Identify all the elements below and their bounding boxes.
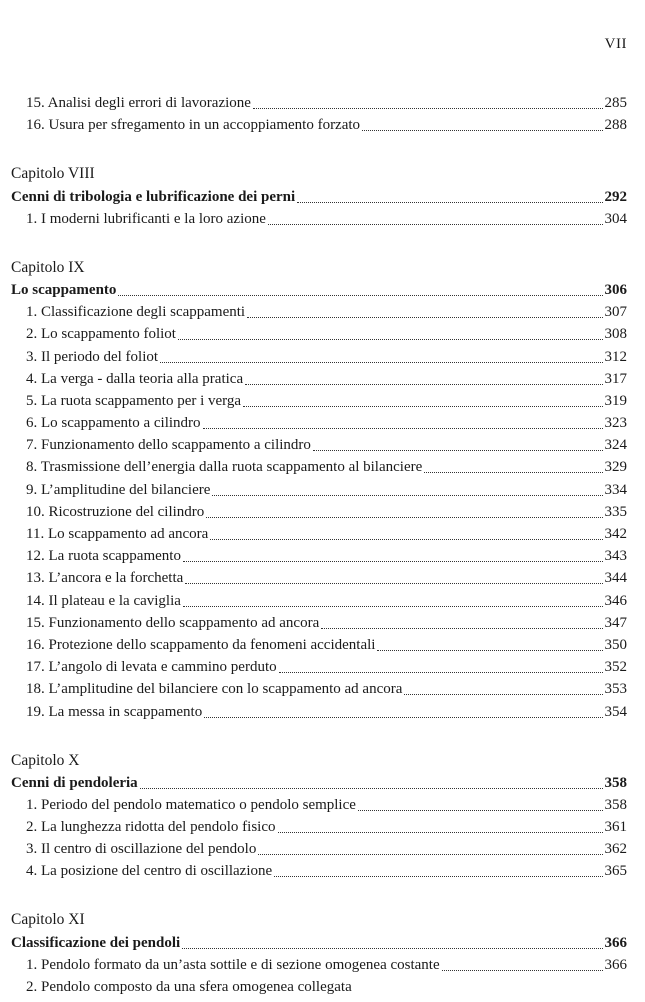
toc-entry-label: 11. Lo scappamento ad ancora: [26, 526, 209, 542]
toc-entry: [11, 612, 627, 634]
toc-entry-page: 324: [604, 437, 627, 454]
chapter-heading: [11, 772, 627, 794]
toc-entry: [11, 838, 627, 860]
dot-leader: [210, 539, 602, 540]
toc-entry-label: 3. Il centro di oscillazione del pendolo: [26, 841, 257, 858]
toc-entry: [11, 954, 627, 976]
toc-entry-label: 1. I moderni lubrificanti e la loro azione: [26, 210, 266, 227]
toc-entry-label: 1. Periodo del pendolo matematico o pendolo semplice: [26, 796, 356, 813]
toc-entry-page: 366: [604, 956, 627, 973]
chapter-label: Capitolo VIII: [11, 165, 95, 183]
toc-entry-label: 7. Funzionamento dello scappamento a cilindro: [26, 437, 311, 454]
toc-entry-page: 358: [604, 796, 627, 813]
dot-leader: [185, 583, 602, 584]
toc-entry: [11, 656, 627, 678]
toc-entry-label: 14. Il plateau e la caviglia: [26, 592, 181, 609]
dot-leader: [274, 876, 602, 877]
toc-entry: [11, 456, 627, 478]
toc-entry-page: 307: [604, 304, 627, 321]
dot-leader: [182, 948, 602, 949]
toc-entry-page: 353: [604, 681, 627, 698]
dot-leader: [140, 788, 603, 789]
toc-entry-label: 2. Pendolo composto da una sfera omogenea collegata: [26, 979, 352, 995]
dot-leader: [377, 650, 602, 651]
toc-entry-label: 10. Ricostruzione del cilindro: [26, 503, 205, 520]
dot-leader: [212, 495, 602, 496]
toc-entry-page: 285: [604, 95, 627, 112]
toc-entry: [11, 92, 627, 114]
dot-leader: [203, 428, 603, 429]
toc-entry-label: 18. L’amplitudine del bilanciere con lo scappamento ad ancora: [26, 681, 403, 698]
toc-entry: [11, 589, 627, 611]
dot-leader: [424, 472, 602, 473]
toc-entry: [11, 860, 627, 882]
toc-entry: [11, 114, 627, 136]
dot-leader: [268, 224, 603, 225]
toc-entry-page: 361: [604, 819, 627, 836]
toc-entry: [11, 545, 627, 567]
chapter-heading-page: 292: [604, 188, 627, 205]
toc-entry-label: 16. Protezione dello scappamento da fenomeni accidentali: [26, 636, 376, 653]
chapter-label: Capitolo X: [11, 751, 80, 769]
toc-entry-page: 362: [604, 841, 627, 858]
toc-entry: [11, 412, 627, 434]
toc-entry-page: 346: [604, 592, 627, 609]
dot-leader: [279, 672, 603, 673]
chapter-heading-page: 306: [604, 281, 627, 298]
chapter-spacer: [11, 230, 627, 256]
dot-leader: [278, 832, 603, 833]
dot-leader: [258, 854, 602, 855]
dot-leader: [245, 384, 602, 385]
toc-entry-label: 1. Pendolo formato da un’asta sottile e di sezione omogenea costante: [26, 956, 440, 973]
chapter-heading: [11, 185, 627, 207]
toc-entry-page: 347: [604, 614, 627, 631]
toc-entry-page: 329: [604, 459, 627, 476]
dot-leader: [321, 628, 602, 629]
chapter-label: Capitolo IX: [11, 258, 85, 276]
toc-entry-page: 334: [604, 481, 627, 498]
toc-entry: [11, 208, 627, 230]
chapter-spacer: [11, 723, 627, 749]
chapter-spacer: [11, 882, 627, 908]
toc-entry-label: 6. Lo scappamento a cilindro: [26, 415, 201, 432]
toc-entry-label: 19. La messa in scappamento: [26, 703, 203, 720]
toc-entry: [11, 368, 627, 390]
chapter-heading-label: Classificazione dei pendoli: [11, 934, 181, 951]
dot-leader: [404, 694, 602, 695]
toc-entry-page: 308: [604, 326, 627, 343]
toc-entry: [11, 976, 627, 998]
toc-entry-label: 9. L’amplitudine del bilanciere: [26, 481, 211, 498]
toc-entry: [11, 678, 627, 700]
chapter-heading: [11, 931, 627, 953]
dot-leader: [358, 810, 603, 811]
chapter-heading-page: 358: [604, 774, 627, 791]
toc-entry-label: 13. L’ancora e la forchetta: [26, 570, 184, 587]
dot-leader: [313, 450, 603, 451]
dot-leader: [442, 970, 603, 971]
dot-leader: [204, 717, 602, 718]
page-number: VII: [604, 36, 627, 52]
toc-entry-label: 2. Lo scappamento foliot: [26, 326, 176, 343]
toc-entry-page: 288: [604, 117, 627, 134]
toc-entry: [11, 794, 627, 816]
toc-entry-page: 335: [604, 503, 627, 520]
toc-entry-page: 343: [604, 548, 627, 565]
chapter-heading: [11, 279, 627, 301]
chapter-spacer: [11, 136, 627, 162]
dot-leader: [243, 406, 602, 407]
toc-entry-page: 350: [604, 636, 627, 653]
table-of-contents: [11, 92, 627, 998]
chapter-heading-label: Lo scappamento: [11, 281, 117, 298]
dot-leader: [183, 561, 603, 562]
dot-leader: [183, 606, 603, 607]
toc-entry-page: 354: [604, 703, 627, 720]
dot-leader: [206, 517, 602, 518]
toc-entry: [11, 567, 627, 589]
chapter-heading-label: Cenni di pendoleria: [11, 774, 138, 791]
toc-entry: [11, 523, 627, 545]
toc-entry-label: 3. Il periodo del foliot: [26, 348, 159, 365]
toc-entry-label: 16. Usura per sfregamento in un accoppiamento forzato: [26, 117, 361, 134]
dot-leader: [178, 339, 603, 340]
chapter-heading-page: 366: [604, 934, 627, 951]
toc-entry-label: 15. Analisi degli errori di lavorazione: [26, 95, 251, 112]
toc-entry: [11, 478, 627, 500]
toc-entry-label: 2. La lunghezza ridotta del pendolo fisico: [26, 819, 276, 836]
toc-entry: [11, 634, 627, 656]
dot-leader: [160, 362, 602, 363]
toc-entry-label: 15. Funzionamento dello scappamento ad ancora: [26, 614, 320, 631]
toc-entry-page: 312: [604, 348, 627, 365]
toc-entry: [11, 816, 627, 838]
chapter-label: Capitolo XI: [11, 911, 85, 929]
toc-entry-page: 352: [604, 659, 627, 676]
toc-entry: [11, 390, 627, 412]
toc-entry: [11, 700, 627, 722]
dot-leader: [118, 295, 602, 296]
toc-entry: [11, 301, 627, 323]
chapter-heading-label: Cenni di tribologia e lubrificazione dei perni: [11, 188, 296, 205]
toc-entry-label: 12. La ruota scappamento: [26, 548, 181, 565]
toc-entry-page: 323: [604, 415, 627, 432]
dot-leader: [362, 130, 602, 131]
dot-leader: [253, 108, 603, 109]
dot-leader: [247, 317, 602, 318]
toc-entry-page: 342: [604, 526, 627, 542]
dot-leader: [297, 202, 602, 203]
toc-entry-page: 304: [604, 210, 627, 227]
toc-entry: [11, 434, 627, 456]
toc-entry-label: 4. La verga - dalla teoria alla pratica: [26, 370, 244, 387]
toc-entry-page: 344: [604, 570, 627, 587]
toc-entry-page: 317: [604, 370, 627, 387]
toc-entry-page: 319: [604, 392, 627, 409]
toc-entry-label: 5. La ruota scappamento per i verga: [26, 392, 242, 409]
toc-entry-label: 8. Trasmissione dell’energia dalla ruota scappamento al bilanciere: [26, 459, 423, 476]
toc-entry-page: 365: [604, 863, 627, 880]
toc-entry-label: 4. La posizione del centro di oscillazione: [26, 863, 273, 880]
toc-entry: [11, 345, 627, 367]
toc-entry-label: 1. Classificazione degli scappamenti: [26, 304, 246, 321]
toc-entry-label: 17. L’angolo di levata e cammino perduto: [26, 659, 277, 676]
toc-entry: [11, 501, 627, 523]
toc-entry: [11, 323, 627, 345]
